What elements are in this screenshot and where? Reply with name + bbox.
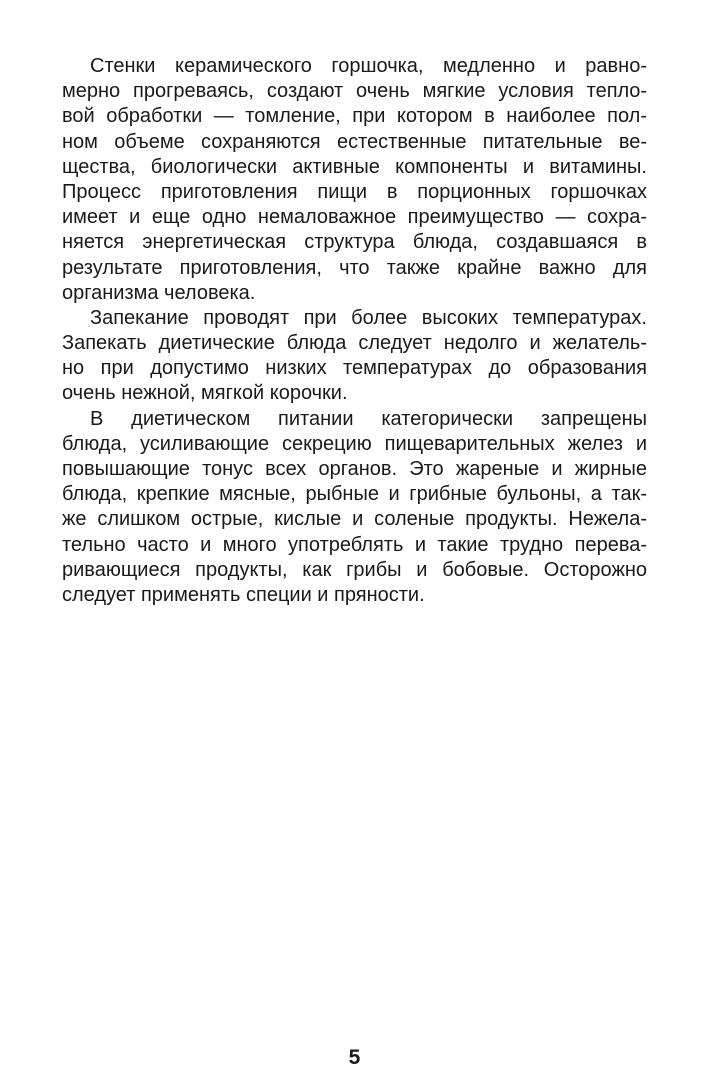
text-line: ривающиеся продукты, как грибы и бобовые. Осторожно — [62, 558, 647, 581]
text-line: щества, биологически активные компоненты и витамины. — [62, 155, 647, 178]
page-text — [62, 54, 647, 608]
text-line: Запекание проводят при более высоких температурах. — [90, 306, 647, 329]
paragraph — [62, 306, 647, 407]
text-line: блюда, усиливающие секрецию пищеварительных желез и — [62, 432, 647, 455]
text-line: вой обработки — томление, при котором в наиболее пол- — [62, 105, 647, 128]
text-line: же слишком острые, кислые и соленые продукты. Нежела- — [62, 508, 647, 531]
text-line: но при допустимо низких температурах до образования — [62, 357, 647, 380]
paragraph — [62, 407, 647, 609]
text-line: имеет и еще одно немаловажное преимущество — сохра- — [62, 206, 647, 229]
text-line: Стенки керамического горшочка, медленно и равно- — [90, 55, 647, 77]
text-line: следует применять специи и пряности. — [62, 583, 425, 606]
text-line: Процесс приготовления пищи в порционных горшочках — [62, 180, 647, 203]
text-line: очень нежной, мягкой корочки. — [62, 382, 348, 405]
text-line: результате приготовления, что также крайне важно для — [62, 256, 647, 279]
text-line: Запекать диетические блюда следует недолго и желатель- — [62, 332, 647, 355]
text-line: тельно часто и много употреблять и такие трудно перева- — [62, 533, 647, 556]
paragraph — [62, 54, 647, 306]
text-line: организма человека. — [62, 281, 256, 304]
text-line: няется энергетическая структура блюда, создавшаяся в — [62, 231, 647, 254]
text-line: блюда, крепкие мясные, рыбные и грибные бульоны, а так- — [62, 483, 647, 506]
text-line: ном объеме сохраняются естественные питательные ве- — [62, 130, 647, 153]
text-line: мерно прогреваясь, создают очень мягкие условия теплo- — [62, 80, 647, 103]
page-number: 5 — [348, 1046, 361, 1069]
text-line: повышающие тонус всех органов. Это жареные и жирные — [62, 458, 647, 480]
text-line: В диетическом питании категорически запрещены — [90, 407, 647, 430]
